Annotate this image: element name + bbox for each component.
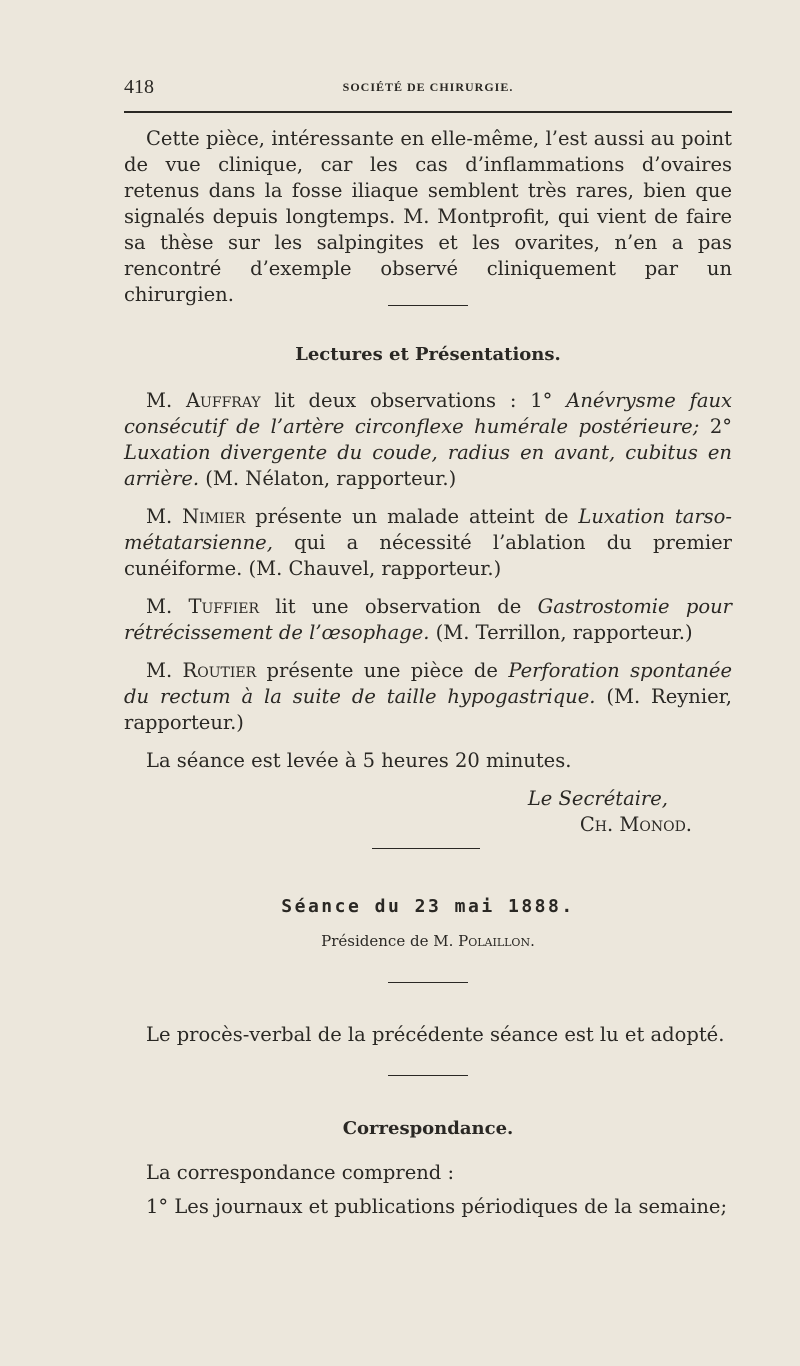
lecture-title: Perforation spontanée du rectum à la suite de taille hypogastrique. [124,659,732,708]
presenter-name: M. Nimier [146,505,246,528]
lecture-item [124,594,732,646]
signature-name-text: Ch. Monod. [579,813,692,836]
lecture-text: lit une observation de [259,595,538,618]
lecture-text: (M. Reynier, rapporteur.) [124,685,733,734]
divider [388,1075,468,1076]
closing-line: La séance est levée à 5 heures 20 minutes. [146,749,572,772]
lecture-text: 2° [699,415,732,438]
signature-title [124,786,732,812]
correspondance-item: 1° Les journaux et publications périodiques de la semaine; [146,1195,728,1218]
lecture-title: Gastrostomie pour rétrécissement de l’œsophage. [124,595,732,644]
lecture-item [124,388,732,492]
lecture-text: (M. Terrillon, rapporteur.) [429,621,693,644]
lecture-title: Luxation tarso-métatarsienne, [124,505,732,554]
divider [372,848,480,849]
correspondance-intro: La correspondance comprend : [146,1161,455,1184]
divider [388,982,468,983]
proces-verbal-block [124,1022,732,1048]
lecture-text: (M. Nélaton, rapporteur.) [199,467,457,490]
lectures-list [124,388,732,838]
presidence-line [124,932,732,950]
intro-paragraph: Cette pièce, intéressante en elle-même, l’est aussi au point de vue clinique, car les cas d’inflammations d’ovaires retenus dans la fosse iliaque semblent très rares, bien que signalés depuis longtemps. M. Montprofit, qui vient de faire sa thèse sur les salpingites et les ovarites, n’en a pas rencontré d’exemple observé cliniquement par un chirurgien. [124,127,732,306]
lecture-text: lit deux observations : 1° [260,389,567,412]
proces-verbal: Le procès-verbal de la précédente séance est lu et adopté. [146,1023,725,1046]
signature-name [124,812,732,838]
presenter-name: M. Routier [146,659,257,682]
correspondance-block [124,1160,732,1220]
president-name: Polaillon. [458,932,535,950]
intro-block [124,126,732,308]
running-header [124,76,732,100]
divider [388,305,468,306]
lecture-title: Anévrysme faux consécutif de l’artère circonflexe humérale postérieure; [124,389,733,438]
presenter-name: M. Auffray [146,389,261,412]
section-title-correspondance: Correspondance. [342,1118,514,1139]
session-title: Séance du 23 mai 1888. [281,896,575,917]
lecture-item [124,504,732,582]
lecture-text: qui a nécessité l’ablation du premier cunéiforme. (M. Chauvel, rapporteur.) [124,531,732,580]
page-number: 418 [124,76,154,98]
header-rule [124,111,732,113]
presenter-name: M. Tuffier [146,595,259,618]
section-title-lectures: Lectures et Présentations. [295,344,561,365]
presidence-label: Présidence de M. [321,932,459,950]
lecture-item [124,658,732,736]
signature-title-text: Le Secrétaire, [527,787,668,810]
lecture-text: présente une pièce de [256,659,509,682]
lecture-title: Luxation divergente du coude, radius en avant, cubitus en arrière. [124,441,732,490]
lecture-text: présente un malade atteint de [245,505,579,528]
running-title: SOCIÉTÉ DE CHIRURGIE. [342,80,514,94]
